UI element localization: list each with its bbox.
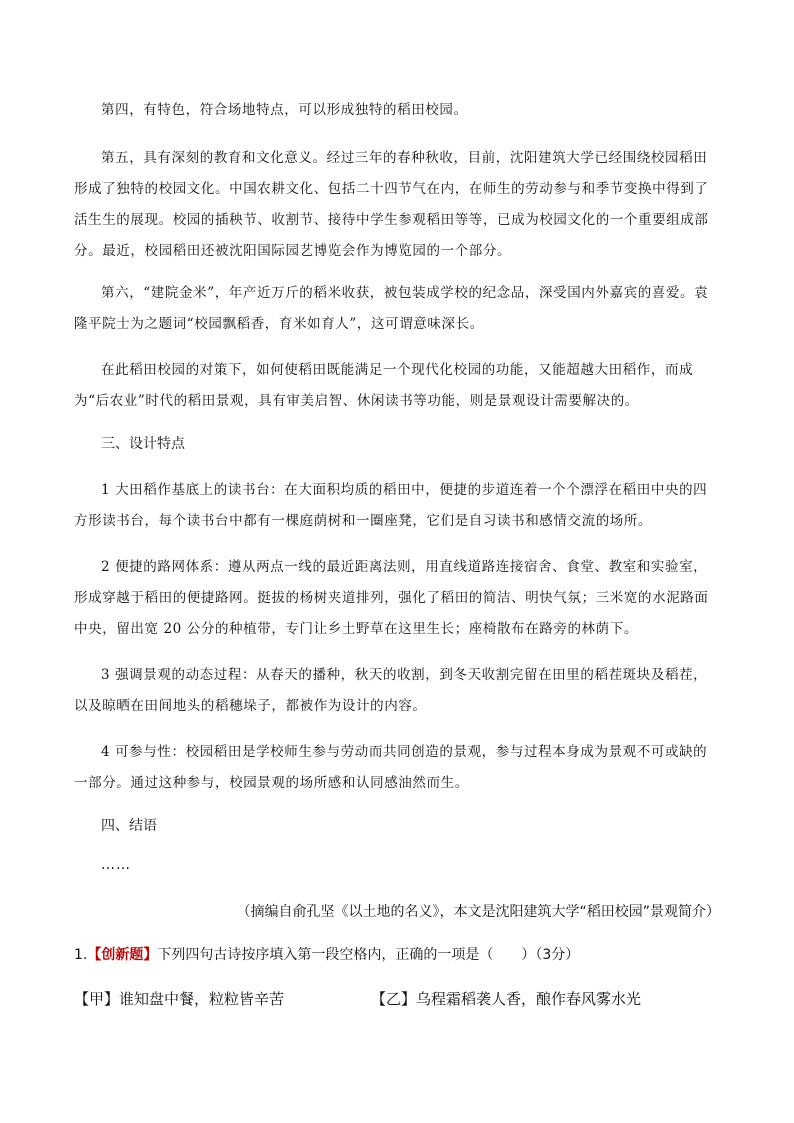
option-yi [371,986,641,1012]
option-yi-label: 【乙】 [371,990,417,1008]
section-heading-design-features: 三、设计特点 [101,436,185,452]
ellipsis: …… [101,857,131,873]
question-number: 1. [74,947,88,963]
feature-road-network: 2 便捷的路网体系：遵从两点一线的最近距离法则，用直线道路连接宿舍、食堂、教室和实验室，形成穿越于稻田的便捷路网。挺拔的杨树夹道排列，强化了稻田的简洁、明快气氛；三米宽的水泥路面中央，留出宽 20 公分的种植带，专门让乡土野草在这里生长；座椅散布在路旁的林荫下。 [74,559,709,637]
source-citation: （摘编自俞孔坚《以土地的名义》，本文是沈阳建筑大学“稻田校园”景观简介） [236,904,720,920]
option-jia-label: 【甲】 [74,990,120,1008]
question-text: 下列四句古诗按序填入第一段空格内，正确的一项是（ ）（3分） [157,947,580,963]
option-jia [74,986,284,1012]
feature-participation: 4 可参与性：校园稻田是学校师生参与劳动而共同创造的景观，参与过程本身成为景观不可或缺的一部分。通过这种参与，校园景观的场所感和认同感油然而生。 [74,744,708,791]
option-jia-text: 谁知盘中餐，粒粒皆辛苦 [119,990,285,1008]
feature-reading-platform: 1 大田稻作基底上的读书台：在大面积均质的稻田中，便捷的步道连着一个个漂浮在稻田中央的四方形读书台，每个读书台中都有一棵庭荫树和一圈座凳，它们是自习读书和感情交流的场所。 [74,482,708,529]
paragraph-fifth: 第五，具有深刻的教育和文化意义。经过三年的春种秋收，目前，沈阳建筑大学已经围绕校园稻田形成了独特的校园文化。中国农耕文化、包括二十四节气在内，在师生的劳动参与和季节变换中得到了活生生的展现。校园的插秧节、收割节、接待中学生参观稻田等等，已成为校园文化的一个重要组成部分。最近，校园稻田还被沈阳国际园艺博览会作为博览园的一个部分。 [74,150,709,259]
feature-dynamic-process: 3 强调景观的动态过程：从春天的播种，秋天的收割，到冬天收割完留在田里的稻茬斑块及稻茬，以及晾晒在田间地头的稻穗垛子，都被作为设计的内容。 [74,667,708,714]
paragraph-sixth: 第六，“建院金米”，年产近万斤的稻米收获，被包装成学校的纪念品，深受国内外嘉宾的喜爱。袁隆平院士为之题词“校园飘稻香，育米如育人”，这可谓意味深长。 [74,285,709,332]
option-yi-text: 乌程霜稻袭人香，酿作春风雾水光 [416,990,642,1008]
question-1 [74,943,579,967]
question-tag: 【创新题】 [87,947,158,963]
paragraph-fourth: 第四，有特色，符合场地特点，可以形成独特的稻田校园。 [101,102,468,118]
section-heading-conclusion: 四、结语 [101,818,157,834]
paragraph-countermeasure: 在此稻田校园的对策下，如何使稻田既能满足一个现代化校园的功能，又能超越大田稻作，而成为“后农业”时代的稻田景观，具有审美启智、休闲读书等功能，则是景观设计需要解决的。 [74,362,694,409]
